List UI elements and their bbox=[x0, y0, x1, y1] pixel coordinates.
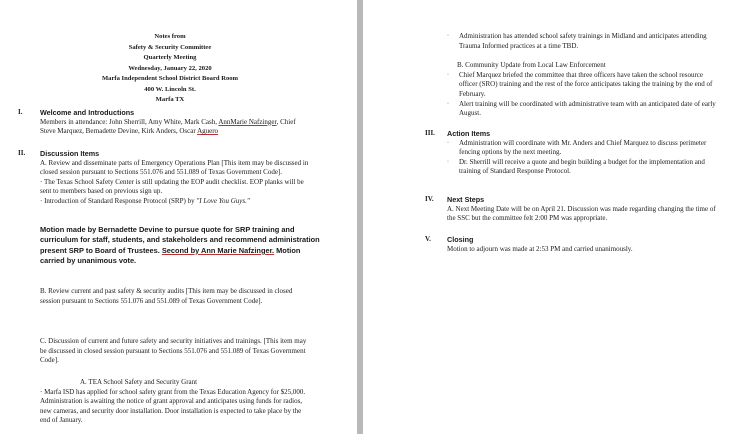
section-welcome bbox=[40, 108, 310, 137]
subsection-title: B. Community Update from Local Law Enforcement bbox=[457, 61, 606, 70]
bullet-icon: · bbox=[447, 158, 449, 165]
bullet-icon: · bbox=[447, 139, 449, 146]
section-discussion bbox=[40, 149, 312, 207]
item-c-text: C. Discussion of current and future safety and security initiatives and trainings. [This item may be discussed in closed session pursuant to Sections 551.076 and 551.089 of Texas Government Code]. bbox=[40, 337, 307, 365]
item-a-bullet: · The Texas School Safety Center is still updating the EOP audit checklist. EOP planks will be sent to members based on previous sign up. bbox=[40, 177, 304, 196]
item-a-bullet: · Introduction of Standard Response Protocol (SRP) by "I Love You Guys." bbox=[40, 196, 250, 205]
section-title: Welcome and Introductions bbox=[40, 108, 135, 117]
bullet-icon: · bbox=[447, 33, 449, 39]
section-number: IV. bbox=[425, 195, 434, 203]
header-line: Quarterly Meeting bbox=[143, 54, 197, 61]
subsection-title: A. TEA School Safety and Security Grant bbox=[80, 378, 198, 386]
list-item: · Administration will coordinate with Mr. Anders and Chief Marquez to discuss perimeter fencing options by the next meeting. bbox=[447, 138, 707, 157]
section-action-items bbox=[447, 129, 717, 177]
item-a-text: A. Review and disseminate parts of Emergency Operations Plan [This item may be discussed in closed session pursuant to Sections 551.076 and 551.089 of Texas Government Code]. bbox=[40, 158, 309, 177]
header-line: Wednesday, January 22, 2020 bbox=[128, 64, 212, 72]
section-number: V. bbox=[425, 235, 431, 243]
meeting-header bbox=[0, 32, 340, 106]
next-steps-text: A. Next Meeting Date will be on April 21. Discussion was made regarding changing the time of the SSC but the committee felt 2:00 PM was appropriate. bbox=[447, 204, 716, 223]
section-next-steps bbox=[447, 195, 717, 224]
document-page-right bbox=[363, 0, 731, 434]
header-line: Marfa TX bbox=[155, 96, 185, 103]
list-item: · Chief Marquez briefed the committee that three officers have taken the school resource officer (SRO) training and the rest of the force anticipates taking the training by the end of February. bbox=[447, 70, 713, 98]
section-title: Discussion Items bbox=[40, 149, 100, 158]
section-title: Action Items bbox=[447, 129, 491, 138]
section-closing bbox=[447, 235, 717, 254]
closing-text: Motion to adjourn was made at 2:53 PM and carried unanimously. bbox=[447, 244, 633, 253]
section-number: II. bbox=[18, 149, 26, 157]
header-line: Notes from bbox=[154, 33, 186, 40]
grant-subsection bbox=[40, 378, 312, 426]
item-b-text: B. Review current and past safety & security audits [This item may be discussed in closed session pursuant to Sections 551.076 and 551.089 of Texas Government Code]. bbox=[40, 287, 293, 305]
grant-text: · Marfa ISD has applied for school safety grant from the Texas Education Agency for $25,000. Administration is awaiting the notice of grant approval and anticipates using funds for radios, new cameras, and security door installation. Door installation is expected to take place by the end of January. bbox=[40, 387, 306, 425]
attendance-text: Members in attendance: John Sherrill, Amy White, Mark Cash, AnnMarie Nafzinger, Chief Steve Marquez, Bernadette Devine, Kirk Anders, Oscar Aguero bbox=[40, 117, 296, 136]
continued-discussion bbox=[447, 32, 717, 119]
header-line: Safety & Security Committee bbox=[128, 43, 212, 51]
header-line: Marfa Independent School District Board Room bbox=[101, 75, 239, 82]
list-item: · Alert training will be coordinated with administrative team with an anticipated date of early August. bbox=[447, 99, 716, 118]
bullet-icon: · bbox=[447, 71, 449, 78]
motion-paragraph: Motion made by Bernadette Devine to pursue quote for SRP training and curriculum for staff, students, and stakeholders and recommend administration present SRP to Board of Trustees. Second by Ann Marie Nafzinger. Motion carried by unanimous vote. bbox=[40, 225, 320, 266]
section-title: Closing bbox=[447, 235, 474, 244]
section-title: Next Steps bbox=[447, 195, 485, 204]
document-page-left bbox=[0, 0, 357, 434]
bullet-icon: · bbox=[447, 100, 449, 107]
header-line: 400 W. Lincoln St. bbox=[144, 85, 196, 93]
list-item: · Dr. Sherrill will receive a quote and begin building a budget for the implementation and training of Standard Response Protocol. bbox=[447, 157, 705, 176]
list-item: · Administration has attended school safety trainings in Midland and anticipates attending Trauma Informed practices at a time TBD. bbox=[447, 32, 707, 50]
section-number: I. bbox=[18, 108, 23, 116]
section-number: III. bbox=[425, 129, 435, 137]
